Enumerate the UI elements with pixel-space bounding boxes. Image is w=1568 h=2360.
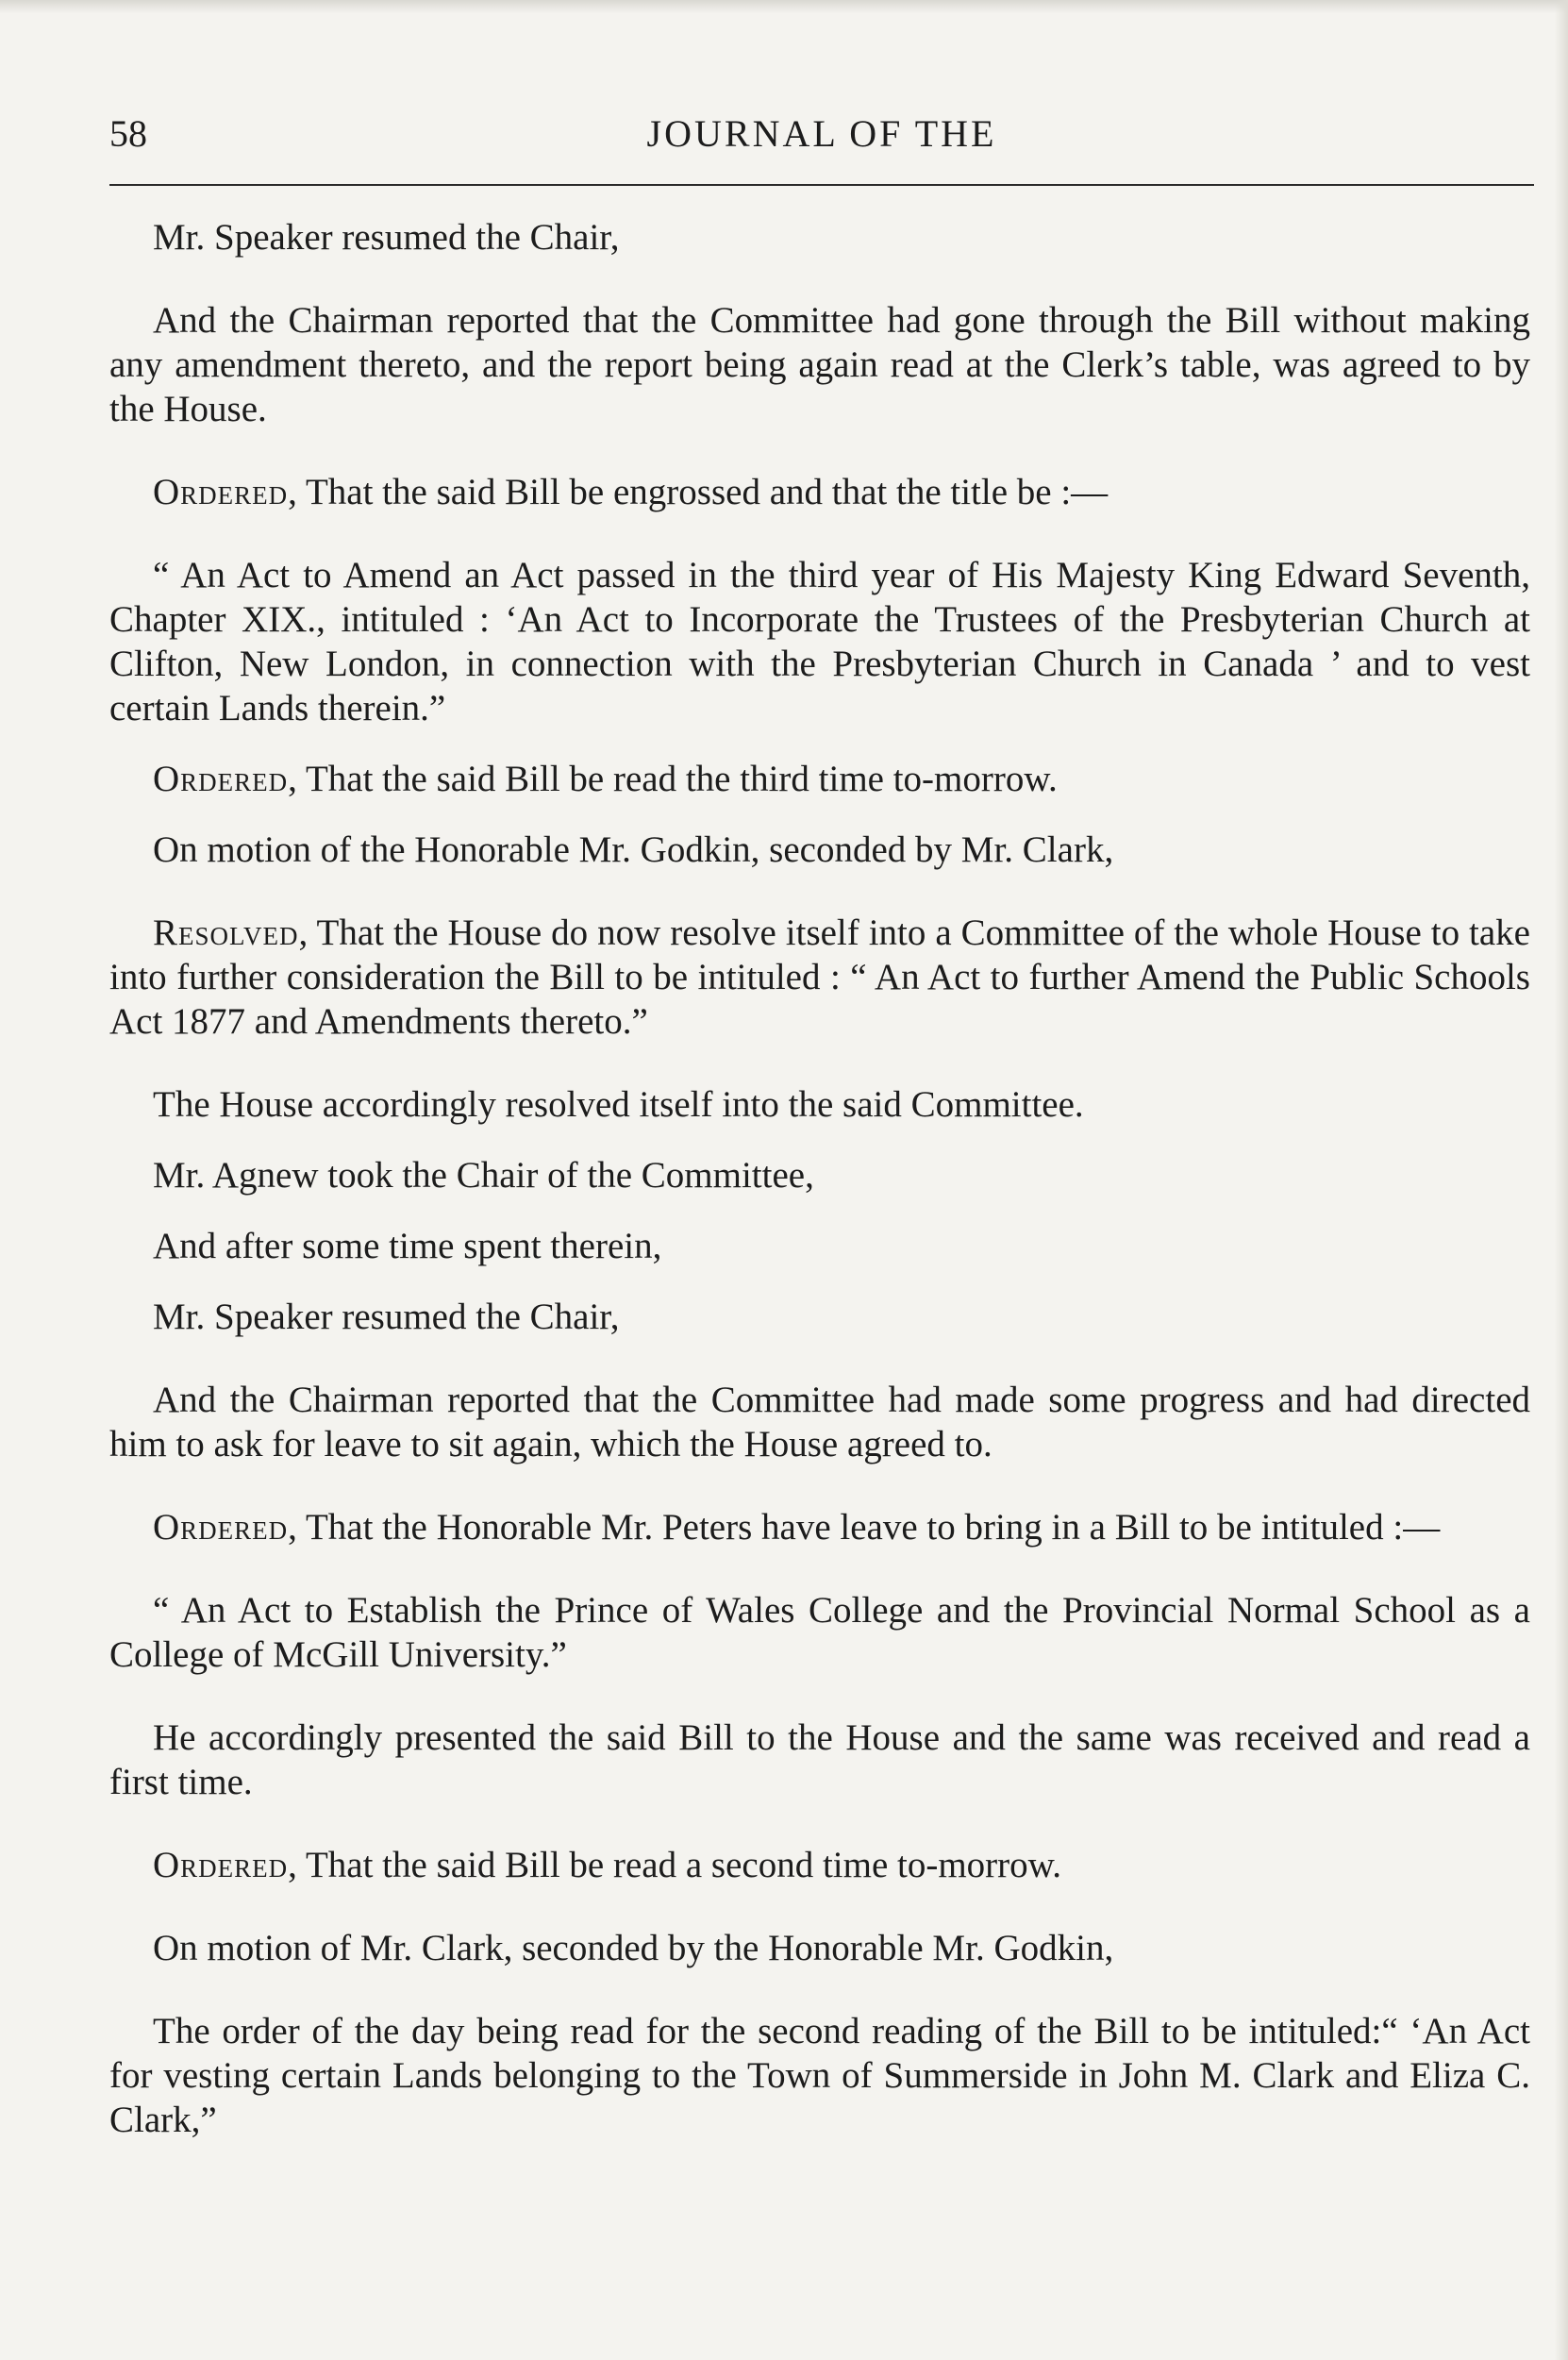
paragraph-bill-presented: He accordingly presented the said Bill to the House and the same was received and read a first time.	[109, 1717, 1530, 1802]
paragraph-act-title: “ An Act to Amend an Act passed in the third year of His Majesty King Edward Seventh, Chapter XIX., intituled : ‘An Act to Incorporate the Trustees of the Presbyterian Church at Clifton, New London, in connection with the Presbyterian Church in Canada ’ and to vest certain Lands therein.”	[109, 555, 1530, 728]
paragraph-ordered-engrossed: Ordered, That the said Bill be engrossed and that the title be :—	[153, 472, 1109, 512]
scan-edge-top	[0, 0, 1568, 13]
paragraph-resolved-committee: Resolved, That the House do now resolve itself into a Committee of the whole House to take into further consideration the Bill to be intituled : “ An Act to further Amend the Public Schools Act 1877 and Amendments thereto.”	[109, 912, 1530, 1042]
paragraph-speaker-resumed: Mr. Speaker resumed the Chair,	[153, 217, 620, 258]
running-title: JOURNAL OF THE	[646, 112, 997, 155]
paragraph-motion-godkin: On motion of the Honorable Mr. Godkin, seconded by Mr. Clark,	[153, 829, 1114, 870]
paragraph-ordered-peters: Ordered, That the Honorable Mr. Peters have leave to bring in a Bill to be intituled :—	[153, 1507, 1441, 1548]
page-number: 58	[109, 112, 147, 155]
page-header	[109, 111, 1534, 168]
paragraph-chairman-report: And the Chairman reported that the Committee had gone through the Bill without making any amendment thereto, and the report being again read at the Clerk’s table, was agreed to by the House.	[109, 300, 1530, 429]
journal-body	[109, 215, 1530, 2181]
paragraph-motion-clark: On motion of Mr. Clark, seconded by the Honorable Mr. Godkin,	[153, 1928, 1114, 1968]
paragraph-progress-report: And the Chairman reported that the Committee had made some progress and had directed him to ask for leave to sit again, which the House agreed to.	[109, 1380, 1530, 1465]
paragraph-ordered-third-reading: Ordered, That the said Bill be read the third time to-morrow.	[153, 759, 1058, 799]
paragraph-agnew-chair: Mr. Agnew took the Chair of the Committee,	[153, 1155, 814, 1196]
paragraph-time-spent: And after some time spent therein,	[153, 1226, 662, 1266]
paragraph-college-act: “ An Act to Establish the Prince of Wales College and the Provincial Normal School as a College of McGill University.”	[109, 1590, 1530, 1675]
paragraph-ordered-second-reading: Ordered, That the said Bill be read a second time to-morrow.	[153, 1845, 1062, 1885]
header-rule	[109, 184, 1534, 186]
scan-edge-right	[1555, 0, 1568, 2360]
paragraph-order-of-day: The order of the day being read for the second reading of the Bill to be intituled:“ ‘An Act for vesting certain Lands belonging to the Town of Summerside in John M. Clark and Eliza C. Clark,”	[109, 2011, 1530, 2140]
paragraph-speaker-resumed-2: Mr. Speaker resumed the Chair,	[153, 1297, 620, 1337]
paragraph-house-resolved: The House accordingly resolved itself into the said Committee.	[153, 1084, 1084, 1125]
